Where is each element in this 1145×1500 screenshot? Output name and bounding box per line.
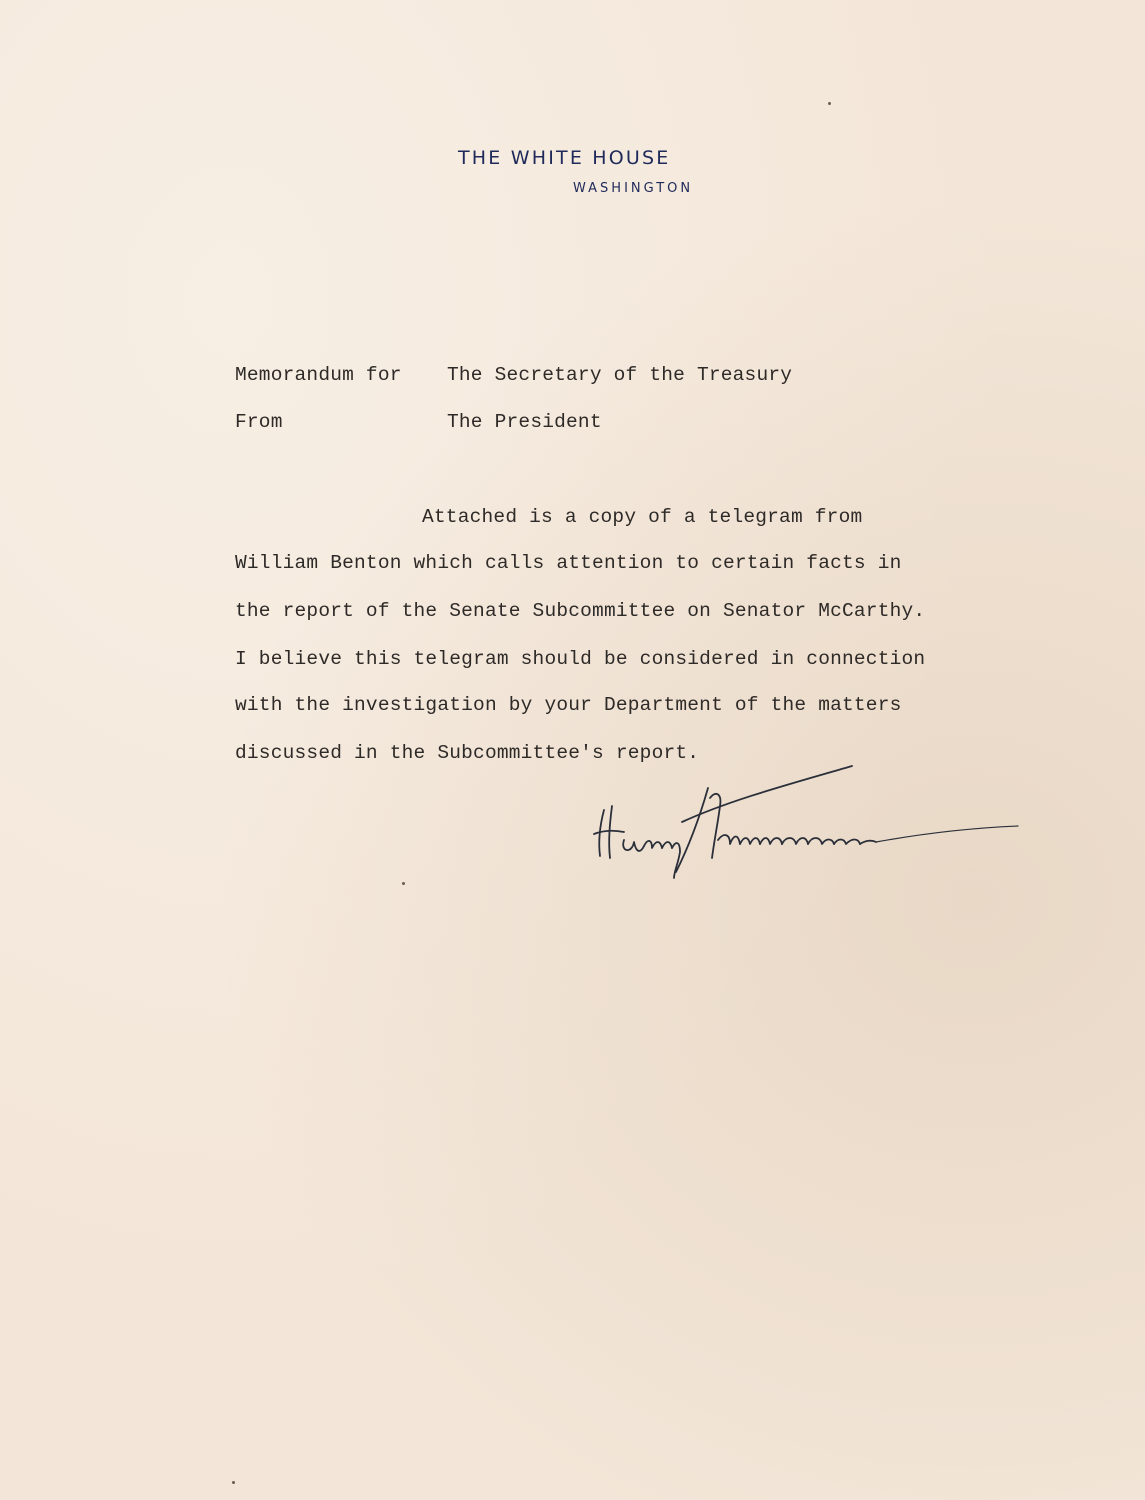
body-line: William Benton which calls attention to certain facts in: [235, 552, 902, 574]
signature: [590, 760, 1030, 880]
body-line: Attached is a copy of a telegram from: [422, 506, 863, 528]
paper-speck: [232, 1481, 235, 1484]
memo-from-value: The President: [447, 411, 602, 433]
memo-from-label: From: [235, 411, 283, 433]
memo-to-value: The Secretary of the Treasury: [447, 364, 793, 386]
memo-to-label: Memorandum for: [235, 364, 402, 386]
paper-speck: [402, 882, 405, 885]
letterhead-city: WASHINGTON: [573, 181, 694, 196]
paper-speck: [828, 102, 831, 105]
body-line: with the investigation by your Department of the matters: [235, 694, 902, 716]
letterhead-title: THE WHITE HOUSE: [458, 147, 671, 169]
body-line: the report of the Senate Subcommittee on Senator McCarthy.: [235, 600, 926, 622]
body-line: discussed in the Subcommittee's report.: [235, 742, 700, 764]
body-line: I believe this telegram should be considered in connection: [235, 648, 926, 670]
